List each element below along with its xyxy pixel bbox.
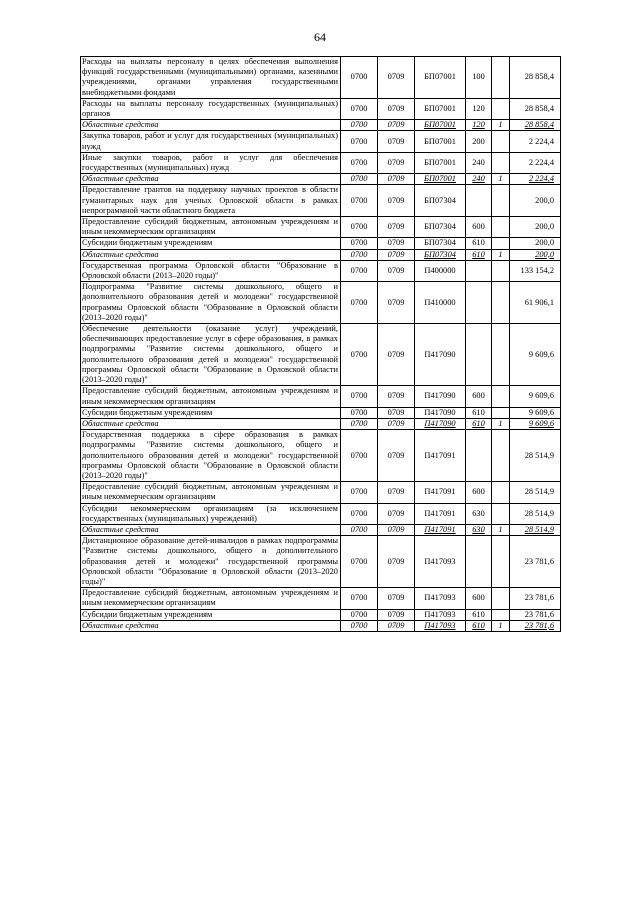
table-row <box>81 418 561 429</box>
amount-cell: 61 906,1 <box>510 282 561 324</box>
table-row <box>81 609 561 620</box>
table-row <box>81 588 561 609</box>
fund-source-cell: 1 <box>492 524 510 535</box>
table-row <box>81 536 561 588</box>
expense-type-cell <box>466 536 492 588</box>
expense-type-cell: 240 <box>466 152 492 173</box>
podrazdel-cell: 0709 <box>378 588 415 609</box>
target-code-cell: П417090 <box>415 418 466 429</box>
fund-source-cell <box>492 152 510 173</box>
razdel-cell: 0700 <box>341 482 378 503</box>
amount-cell: 200,0 <box>510 249 561 260</box>
podrazdel-cell: 0709 <box>378 282 415 324</box>
fund-source-cell <box>492 588 510 609</box>
table-row <box>81 185 561 217</box>
table-row <box>81 217 561 238</box>
podrazdel-cell: 0709 <box>378 217 415 238</box>
amount-cell: 9 609,6 <box>510 324 561 386</box>
expense-type-cell: 600 <box>466 217 492 238</box>
fund-source-cell: 1 <box>492 120 510 131</box>
target-code-cell: БП07001 <box>415 98 466 119</box>
razdel-cell: 0700 <box>341 260 378 281</box>
row-name-cell: Иные закупки товаров, работ и услуг для обеспечения государственных (муниципальных) нужд <box>81 152 341 173</box>
amount-cell: 2 224,4 <box>510 174 561 185</box>
podrazdel-cell: 0709 <box>378 386 415 407</box>
table-row <box>81 430 561 482</box>
target-code-cell: П417091 <box>415 482 466 503</box>
row-name-cell: Государственная поддержка в сфере образования в рамках подпрограммы "Развитие системы дошкольного, общего и дополнительного образования детей и молодежи" государственной программы Орловской области "Образование в Орловской области (2013–2020 годы)" <box>81 430 341 482</box>
row-name-cell: Обеспечение деятельности (оказание услуг) учреждений, обеспечивающих предоставление услуг в сфере образования, в рамках подпрограммы "Развитие системы дошкольного, общего и дополнительного образования детей и молодежи" государственной программы Орловской области "Образование в Орловской области (2013–2020 годы)" <box>81 324 341 386</box>
amount-cell: 28 858,4 <box>510 120 561 131</box>
expense-type-cell <box>466 282 492 324</box>
amount-cell: 9 609,6 <box>510 386 561 407</box>
razdel-cell: 0700 <box>341 174 378 185</box>
table-row <box>81 57 561 99</box>
amount-cell: 200,0 <box>510 238 561 249</box>
razdel-cell: 0700 <box>341 98 378 119</box>
table-row <box>81 620 561 631</box>
expense-type-cell: 610 <box>466 407 492 418</box>
podrazdel-cell: 0709 <box>378 620 415 631</box>
target-code-cell: БП07304 <box>415 217 466 238</box>
amount-cell: 200,0 <box>510 185 561 217</box>
table-row <box>81 238 561 249</box>
table-row <box>81 482 561 503</box>
table-row <box>81 120 561 131</box>
podrazdel-cell: 0709 <box>378 609 415 620</box>
expense-type-cell <box>466 260 492 281</box>
razdel-cell: 0700 <box>341 503 378 524</box>
amount-cell: 23 781,6 <box>510 620 561 631</box>
table-row <box>81 524 561 535</box>
podrazdel-cell: 0709 <box>378 131 415 152</box>
expense-type-cell: 600 <box>466 482 492 503</box>
expense-type-cell: 630 <box>466 524 492 535</box>
row-name-cell: Предоставление субсидий бюджетным, автономным учреждениям и иным некоммерческим организациям <box>81 588 341 609</box>
amount-cell: 133 154,2 <box>510 260 561 281</box>
row-name-cell: Областные средства <box>81 620 341 631</box>
fund-source-cell <box>492 430 510 482</box>
page-number: 64 <box>314 30 326 44</box>
expense-type-cell: 610 <box>466 249 492 260</box>
row-name-cell: Субсидии бюджетным учреждениям <box>81 238 341 249</box>
razdel-cell: 0700 <box>341 418 378 429</box>
fund-source-cell: 1 <box>492 174 510 185</box>
budget-table <box>80 56 561 632</box>
row-name-cell: Расходы на выплаты персоналу государственных (муниципальных) органов <box>81 98 341 119</box>
row-name-cell: Закупка товаров, работ и услуг для государственных (муниципальных) нужд <box>81 131 341 152</box>
podrazdel-cell: 0709 <box>378 152 415 173</box>
fund-source-cell <box>492 282 510 324</box>
expense-type-cell: 120 <box>466 98 492 119</box>
target-code-cell: БП07304 <box>415 249 466 260</box>
expense-type-cell: 600 <box>466 386 492 407</box>
razdel-cell: 0700 <box>341 588 378 609</box>
expense-type-cell <box>466 324 492 386</box>
amount-cell: 23 781,6 <box>510 536 561 588</box>
amount-cell: 9 609,6 <box>510 418 561 429</box>
target-code-cell: П417091 <box>415 430 466 482</box>
razdel-cell: 0700 <box>341 217 378 238</box>
table-row <box>81 324 561 386</box>
podrazdel-cell: 0709 <box>378 238 415 249</box>
expense-type-cell: 120 <box>466 120 492 131</box>
row-name-cell: Предоставление субсидий бюджетным, автономным учреждениям и иным некоммерческим организациям <box>81 217 341 238</box>
row-name-cell: Областные средства <box>81 249 341 260</box>
fund-source-cell: 1 <box>492 249 510 260</box>
target-code-cell: БП07001 <box>415 57 466 99</box>
amount-cell: 9 609,6 <box>510 407 561 418</box>
fund-source-cell: 1 <box>492 418 510 429</box>
razdel-cell: 0700 <box>341 609 378 620</box>
fund-source-cell <box>492 482 510 503</box>
expense-type-cell: 610 <box>466 609 492 620</box>
target-code-cell: П417090 <box>415 386 466 407</box>
table-row <box>81 260 561 281</box>
row-name-cell: Государственная программа Орловской области "Образование в Орловской области (2013–2020 годы)" <box>81 260 341 281</box>
expense-type-cell: 100 <box>466 57 492 99</box>
podrazdel-cell: 0709 <box>378 249 415 260</box>
target-code-cell: П410000 <box>415 282 466 324</box>
expense-type-cell: 200 <box>466 131 492 152</box>
expense-type-cell <box>466 185 492 217</box>
razdel-cell: 0700 <box>341 407 378 418</box>
row-name-cell: Предоставление субсидий бюджетным, автономным учреждениям и иным некоммерческим организациям <box>81 482 341 503</box>
target-code-cell: БП07304 <box>415 238 466 249</box>
table-row <box>81 152 561 173</box>
razdel-cell: 0700 <box>341 57 378 99</box>
expense-type-cell: 240 <box>466 174 492 185</box>
row-name-cell: Субсидии бюджетным учреждениям <box>81 407 341 418</box>
expense-type-cell: 630 <box>466 503 492 524</box>
fund-source-cell <box>492 407 510 418</box>
podrazdel-cell: 0709 <box>378 174 415 185</box>
target-code-cell: П417091 <box>415 524 466 535</box>
amount-cell: 28 514,9 <box>510 503 561 524</box>
razdel-cell: 0700 <box>341 536 378 588</box>
razdel-cell: 0700 <box>341 324 378 386</box>
amount-cell: 2 224,4 <box>510 152 561 173</box>
podrazdel-cell: 0709 <box>378 418 415 429</box>
podrazdel-cell: 0709 <box>378 324 415 386</box>
podrazdel-cell: 0709 <box>378 482 415 503</box>
target-code-cell: БП07001 <box>415 131 466 152</box>
fund-source-cell <box>492 536 510 588</box>
razdel-cell: 0700 <box>341 620 378 631</box>
target-code-cell: П417090 <box>415 324 466 386</box>
razdel-cell: 0700 <box>341 386 378 407</box>
expense-type-cell: 610 <box>466 418 492 429</box>
amount-cell: 200,0 <box>510 217 561 238</box>
razdel-cell: 0700 <box>341 430 378 482</box>
target-code-cell: БП07304 <box>415 185 466 217</box>
amount-cell: 28 858,4 <box>510 57 561 99</box>
amount-cell: 23 781,6 <box>510 588 561 609</box>
amount-cell: 2 224,4 <box>510 131 561 152</box>
razdel-cell: 0700 <box>341 238 378 249</box>
podrazdel-cell: 0709 <box>378 524 415 535</box>
target-code-cell: БП07001 <box>415 174 466 185</box>
target-code-cell: П417090 <box>415 407 466 418</box>
row-name-cell: Дистанционное образование детей-инвалидов в рамках подпрограммы "Развитие системы дошкольного, общего и дополнительного образования детей и молодежи" государственной программы Орловской области "Образование в Орловской области (2013–2020 годы)" <box>81 536 341 588</box>
table-row <box>81 174 561 185</box>
razdel-cell: 0700 <box>341 524 378 535</box>
table-row <box>81 386 561 407</box>
podrazdel-cell: 0709 <box>378 430 415 482</box>
target-code-cell: БП07001 <box>415 120 466 131</box>
podrazdel-cell: 0709 <box>378 98 415 119</box>
fund-source-cell <box>492 260 510 281</box>
row-name-cell: Субсидии некоммерческим организациям (за исключением государственных (муниципальных) учреждений) <box>81 503 341 524</box>
fund-source-cell <box>492 131 510 152</box>
podrazdel-cell: 0709 <box>378 407 415 418</box>
razdel-cell: 0700 <box>341 120 378 131</box>
podrazdel-cell: 0709 <box>378 57 415 99</box>
fund-source-cell <box>492 57 510 99</box>
razdel-cell: 0700 <box>341 131 378 152</box>
target-code-cell: П417093 <box>415 588 466 609</box>
amount-cell: 28 858,4 <box>510 98 561 119</box>
fund-source-cell: 1 <box>492 620 510 631</box>
table-row <box>81 131 561 152</box>
target-code-cell: П417093 <box>415 620 466 631</box>
podrazdel-cell: 0709 <box>378 260 415 281</box>
podrazdel-cell: 0709 <box>378 503 415 524</box>
table-row <box>81 503 561 524</box>
row-name-cell: Областные средства <box>81 524 341 535</box>
table-row <box>81 282 561 324</box>
row-name-cell: Подпрограмма "Развитие системы дошкольного, общего и дополнительного образования детей и молодежи" государственной программы Орловской области "Образование в Орловской области (2013–2020 годы)" <box>81 282 341 324</box>
row-name-cell: Областные средства <box>81 174 341 185</box>
budget-table-body <box>81 57 561 632</box>
podrazdel-cell: 0709 <box>378 185 415 217</box>
table-row <box>81 98 561 119</box>
fund-source-cell <box>492 386 510 407</box>
razdel-cell: 0700 <box>341 282 378 324</box>
row-name-cell: Субсидии бюджетным учреждениям <box>81 609 341 620</box>
target-code-cell: П417093 <box>415 536 466 588</box>
expense-type-cell: 600 <box>466 588 492 609</box>
podrazdel-cell: 0709 <box>378 120 415 131</box>
target-code-cell: П400000 <box>415 260 466 281</box>
fund-source-cell <box>492 185 510 217</box>
table-row <box>81 249 561 260</box>
row-name-cell: Областные средства <box>81 418 341 429</box>
razdel-cell: 0700 <box>341 249 378 260</box>
target-code-cell: П417091 <box>415 503 466 524</box>
razdel-cell: 0700 <box>341 152 378 173</box>
expense-type-cell <box>466 430 492 482</box>
amount-cell: 28 514,9 <box>510 524 561 535</box>
target-code-cell: П417093 <box>415 609 466 620</box>
fund-source-cell <box>492 217 510 238</box>
row-name-cell: Предоставление грантов на поддержку научных проектов в области гуманитарных наук для ученых Орловской области в рамках непрограммной части областного бюджета <box>81 185 341 217</box>
amount-cell: 23 781,6 <box>510 609 561 620</box>
fund-source-cell <box>492 609 510 620</box>
table-row <box>81 407 561 418</box>
target-code-cell: БП07001 <box>415 152 466 173</box>
fund-source-cell <box>492 98 510 119</box>
razdel-cell: 0700 <box>341 185 378 217</box>
fund-source-cell <box>492 324 510 386</box>
amount-cell: 28 514,9 <box>510 430 561 482</box>
expense-type-cell: 610 <box>466 238 492 249</box>
row-name-cell: Расходы на выплаты персоналу в целях обеспечения выполнения функций государственными (муниципальными) органами, казенными учреждениями, органами управления государственными внебюджетными фондами <box>81 57 341 99</box>
expense-type-cell: 610 <box>466 620 492 631</box>
row-name-cell: Предоставление субсидий бюджетным, автономным учреждениям и иным некоммерческим организациям <box>81 386 341 407</box>
amount-cell: 28 514,9 <box>510 482 561 503</box>
fund-source-cell <box>492 503 510 524</box>
row-name-cell: Областные средства <box>81 120 341 131</box>
podrazdel-cell: 0709 <box>378 536 415 588</box>
fund-source-cell <box>492 238 510 249</box>
